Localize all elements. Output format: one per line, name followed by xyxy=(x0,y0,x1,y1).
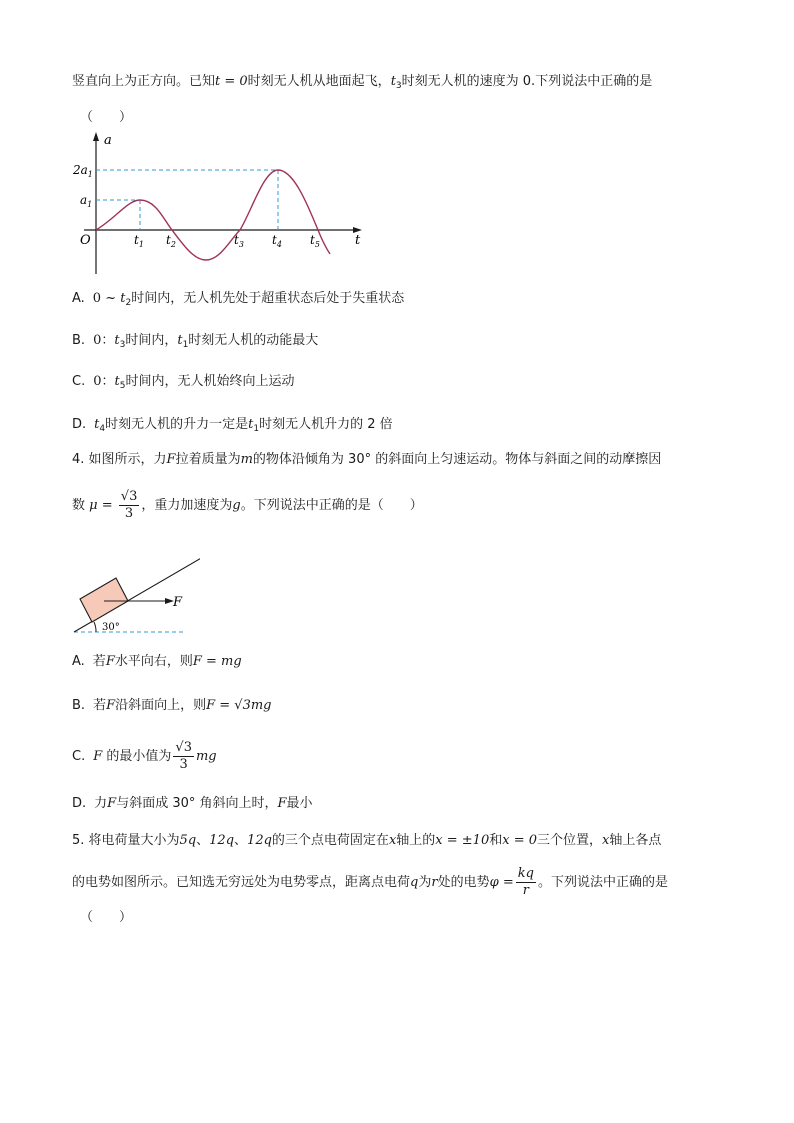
q4-stem-text: 的物体沿倾角为 30° 的斜面向上匀速运动。物体与斜面之间的动摩擦因 xyxy=(252,452,662,467)
q3-option-b-t1-sub: 1 xyxy=(182,340,189,350)
q5-stem-text: 轴上的 xyxy=(396,833,436,848)
q4-stem-text: 数 xyxy=(72,498,86,513)
q5-charge-2: 12q xyxy=(209,833,235,848)
q5-position-2: x = 0 xyxy=(502,833,538,848)
q5-x-axis-var: x xyxy=(388,833,397,848)
q3-paren-text: （ ） xyxy=(80,110,133,125)
q3-stem-t0: t = 0 xyxy=(215,74,248,89)
q4-stem-text: ，重力加速度为 xyxy=(141,498,233,513)
q3-label-2a1: $2a_1$ xyxy=(73,163,93,179)
q4-option-d-text: 与斜面成 30° 角斜向上时， xyxy=(116,796,278,811)
q4-option-c-text: 的最小值为 xyxy=(106,749,172,764)
q3-y-axis-arrow xyxy=(93,132,99,141)
q4-option-c-denominator: 3 xyxy=(179,757,188,772)
q4-option-a-eq: F = mg xyxy=(192,654,242,669)
q3-option-b-t3: t xyxy=(114,333,120,348)
q3-option-d-mid: 时刻无人机的升力一定是 xyxy=(105,417,249,432)
q3-option-b-letter: B. xyxy=(72,333,86,348)
q3-answer-paren xyxy=(80,108,132,128)
q3-stem-text: 竖直向上为正方向。已知 xyxy=(72,74,216,89)
q3-option-c-text: 时间内，无人机始终向上运动 xyxy=(125,374,295,389)
q4-option-d-text: 最小 xyxy=(286,796,313,811)
q4-incline-figure xyxy=(70,540,200,640)
q3-option-b-mid: 时间内， xyxy=(125,333,178,348)
q4-stem-line-2 xyxy=(72,487,423,525)
q3-label-t4: $t_4$ xyxy=(272,233,282,249)
q3-option-d-t4: t xyxy=(94,417,100,432)
q5-phi: φ = xyxy=(489,875,514,890)
q3-stem-line-1 xyxy=(72,72,652,96)
q4-stem-line-1 xyxy=(72,450,661,470)
q5-answer-paren xyxy=(80,908,132,928)
q4-option-a xyxy=(72,652,242,672)
q4-option-c-mg: mg xyxy=(195,749,217,764)
q4-option-d-F2: F xyxy=(277,796,287,811)
q3-option-d-t4-sub: 4 xyxy=(99,424,106,434)
q3-option-d xyxy=(72,415,393,439)
q3-axis-a-label: a xyxy=(104,133,112,148)
q3-stem-text: 时刻无人机的速度为 0.下列说法中正确的是 xyxy=(401,74,653,89)
q5-stem-text: 。下列说法中正确的是 xyxy=(537,875,668,890)
q4-stem-m: m xyxy=(240,452,253,467)
q5-r-var: r xyxy=(431,875,438,890)
q4-option-b-eq: F = √3mg xyxy=(206,698,272,713)
q5-stem-text: 和 xyxy=(489,833,503,848)
q4-option-b xyxy=(72,696,272,716)
q3-option-b-text: 时刻无人机的动能最大 xyxy=(188,333,319,348)
q3-axis-t-label: t xyxy=(355,233,361,248)
q4-option-c xyxy=(72,738,217,776)
q4-mu-fraction xyxy=(119,489,140,522)
q5-phi-fraction xyxy=(516,866,536,899)
q4-option-c-letter: C. xyxy=(72,749,86,764)
q5-stem-text: 为 xyxy=(418,875,432,890)
q4-angle-label: 30° xyxy=(102,622,120,633)
q4-option-b-letter: B. xyxy=(72,698,86,713)
q3-label-a1: $a_1$ xyxy=(80,193,93,209)
q3-stem-text: 时刻无人机从地面起飞， xyxy=(247,74,391,89)
q3-a-t-curve xyxy=(96,170,330,260)
q4-force-label: F xyxy=(173,595,183,610)
q3-label-t2: $t_2$ xyxy=(166,233,176,249)
q5-stem-text: 处的电势 xyxy=(437,875,490,890)
q3-label-t3: $t_3$ xyxy=(234,233,244,249)
q4-option-a-text: 水平向右，则 xyxy=(114,654,193,669)
q4-stem-g: g xyxy=(232,498,241,513)
q4-stem-F: F xyxy=(166,452,176,467)
q5-stem-text: 的电势如图所示。已知选无穷远处为电势零点，距离点电荷 xyxy=(72,875,411,890)
q4-option-a-letter: A. xyxy=(72,654,85,669)
q4-option-d xyxy=(72,794,313,814)
q3-option-d-letter: D. xyxy=(72,417,87,432)
q3-option-c-t5: t xyxy=(114,374,120,389)
q3-option-d-t1: t xyxy=(248,417,254,432)
q5-sep: 、 xyxy=(234,833,248,848)
q3-option-a-t2: t xyxy=(120,291,126,306)
q5-charge-3: 12q xyxy=(247,833,272,848)
q5-stem-text: 轴上各点 xyxy=(609,833,662,848)
q3-option-a-text: 时间内，无人机先处于超重状态后处于失重状态 xyxy=(131,291,405,306)
q5-stem-line-1 xyxy=(72,831,661,851)
q4-option-d-F: F xyxy=(107,796,117,811)
q5-charge-1: 5q xyxy=(179,833,197,848)
q5-phi-denominator: r xyxy=(522,883,529,898)
q3-label-t5: $t_5$ xyxy=(310,233,320,249)
q5-stem-text: 三个位置， xyxy=(537,833,603,848)
q4-option-b-F: F xyxy=(106,698,116,713)
q4-option-a-F: F xyxy=(105,654,115,669)
q4-stem-text: 拉着质量为 xyxy=(175,452,241,467)
q4-option-a-text: 若 xyxy=(92,654,106,669)
q3-option-c xyxy=(72,372,294,396)
q3-option-c-range: 0： xyxy=(93,374,115,389)
q5-stem-text: 的三个点电荷固定在 xyxy=(271,833,389,848)
q4-option-d-letter: D. xyxy=(72,796,87,811)
q4-mu-denominator: 3 xyxy=(124,506,134,521)
q4-option-c-numerator: √3 xyxy=(175,740,192,755)
q3-option-b-t1: t xyxy=(177,333,183,348)
q3-origin-label: O xyxy=(80,233,91,248)
q3-stem-t3: t xyxy=(390,74,396,89)
q4-mu-numerator: √3 xyxy=(120,489,138,504)
q3-stem-t3-sub: 3 xyxy=(395,81,402,91)
q4-option-c-F: F xyxy=(93,749,103,764)
q3-option-a-range: 0 ~ xyxy=(92,291,121,306)
q4-angle-arc xyxy=(94,622,96,632)
q4-option-b-text: 若 xyxy=(93,698,107,713)
q5-sep: 、 xyxy=(196,833,210,848)
q5-phi-numerator: kq xyxy=(517,866,534,881)
q3-option-c-letter: C. xyxy=(72,374,86,389)
q3-acceleration-graph xyxy=(72,130,372,280)
q3-label-t1: $t_1$ xyxy=(134,233,144,249)
q3-option-d-text: 时刻无人机升力的 2 倍 xyxy=(259,417,393,432)
q5-stem-text: 5. 将电荷量大小为 xyxy=(72,833,180,848)
q3-option-a xyxy=(72,289,404,313)
q4-option-b-text: 沿斜面向上，则 xyxy=(115,698,207,713)
q5-stem-line-2 xyxy=(72,864,668,902)
q5-x-axis-var: x xyxy=(602,833,610,848)
q4-stem-text: 4. 如图所示，力 xyxy=(72,452,167,467)
q3-option-b-t3-sub: 3 xyxy=(119,340,126,350)
q4-stem-mu: μ = xyxy=(89,498,113,513)
q4-option-c-fraction xyxy=(173,740,194,773)
q4-option-d-text: 力 xyxy=(94,796,108,811)
q5-q-var: q xyxy=(410,875,419,890)
q3-option-d-t1-sub: 1 xyxy=(253,424,260,434)
q5-position-1: x = ±10 xyxy=(435,833,490,848)
q3-option-a-letter: A. xyxy=(72,291,85,306)
q3-option-b-range: 0： xyxy=(93,333,115,348)
q4-stem-text: 。下列说法中正确的是（ ） xyxy=(240,498,423,513)
q3-option-a-t2-sub: 2 xyxy=(125,298,132,308)
q4-block xyxy=(80,578,128,622)
q3-option-c-t5-sub: 5 xyxy=(119,381,126,391)
q3-option-b xyxy=(72,331,318,355)
q5-paren-text: （ ） xyxy=(80,910,133,925)
